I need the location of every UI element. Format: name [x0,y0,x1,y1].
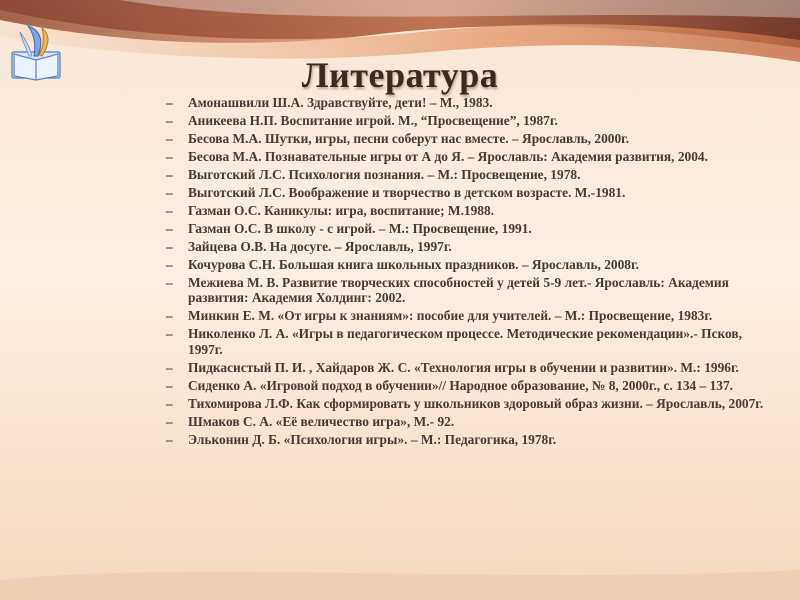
bullet-dash: – [166,431,173,447]
reference-text: Газман О.С. В школу - с игрой. – М.: Просвещение, 1991. [188,221,532,236]
reference-text: Бесова М.А. Познавательные игры от А до Я. – Ярославль: Академия развития, 2004. [188,149,708,164]
page-title: Литература [301,55,499,95]
list-item [166,396,766,411]
bullet-dash: – [166,257,173,272]
reference-text: Выготский Л.С. Воображение и творчество в детском возрасте. М.-1981. [188,185,626,200]
list-item [166,414,766,429]
bullet-dash: – [166,185,173,200]
bullet-dash: – [166,167,173,182]
reference-text: Выготский Л.С. Психология познания. – М.: Просвещение, 1978. [188,167,581,182]
list-item [166,221,766,236]
reference-text: Шмаков С. А. «Её величество игра», М.- 92. [188,413,455,429]
reference-text: Межиева М. В. Развитие творческих способностей у детей 5-9 лет.- Ярославль: Академия развития: Академия Холдинг: 2002. [188,275,729,306]
list-item [166,131,766,146]
list-item [166,432,766,447]
list-item [166,239,766,254]
reference-text: Зайцева О.В. На досуге. – Ярославль, 1997г. [188,239,452,254]
bullet-dash: – [166,149,173,164]
reference-text: Минкин Е. М. «От игры к знаниям»: пособие для учителей. – М.: Просвещение, 1983г. [188,308,713,324]
list-item [166,149,766,164]
list-item [166,275,766,306]
bullet-dash: – [166,239,173,254]
reference-text: Бесова М.А. Шутки, игры, песни соберут нас вместе. – Ярославль, 2000г. [188,131,630,146]
bullet-dash: – [166,326,173,342]
bullet-dash: – [166,113,173,128]
reference-list [166,95,766,450]
list-item [166,308,766,323]
reference-text: Сиденко А. «Игровой подход в обучении»// Народное образование, № 8, 2000г., с. 134 – 137. [188,377,734,393]
bullet-dash: – [166,308,173,324]
bullet-dash: – [166,275,173,290]
list-item [166,378,766,393]
bullet-dash: – [166,395,173,411]
bullet-dash: – [166,413,173,429]
reference-text: Амонашвили Ш.А. Здравствуйте, дети! – М., 1983. [188,95,493,110]
reference-text: Тихомирова Л.Ф. Как сформировать у школьников здоровый образ жизни. – Ярославль, 2007г. [188,395,764,411]
bullet-dash: – [166,377,173,393]
bullet-dash: – [166,95,173,110]
list-item [166,326,766,357]
reference-text: Эльконин Д. Б. «Психология игры». – М.: Педагогика, 1978г. [188,431,557,447]
list-item [166,203,766,218]
reference-text: Пидкасистый П. И. , Хайдаров Ж. С. «Технология игры в обучении и развитии». М.: 1996г. [188,359,739,375]
bullet-dash: – [166,359,173,375]
list-item [166,113,766,128]
reference-text: Николенко Л. А. «Игры в педагогическом процессе. Методические рекомендации».- Псков, 1997г. [188,326,742,357]
bullet-dash: – [166,203,173,218]
list-item [166,95,766,110]
bullet-dash: – [166,221,173,236]
reference-text: Кочурова С.Н. Большая книга школьных праздников. – Ярославль, 2008г. [188,257,639,272]
bullet-dash: – [166,131,173,146]
list-item [166,167,766,182]
reference-text: Газман О.С. Каникулы: игра, воспитание; М.1988. [188,203,495,218]
reference-text: Аникеева Н.П. Воспитание игрой. М., “Просвещение”, 1987г. [188,113,558,128]
list-item [166,360,766,375]
list-item [166,185,766,200]
list-item [166,257,766,272]
